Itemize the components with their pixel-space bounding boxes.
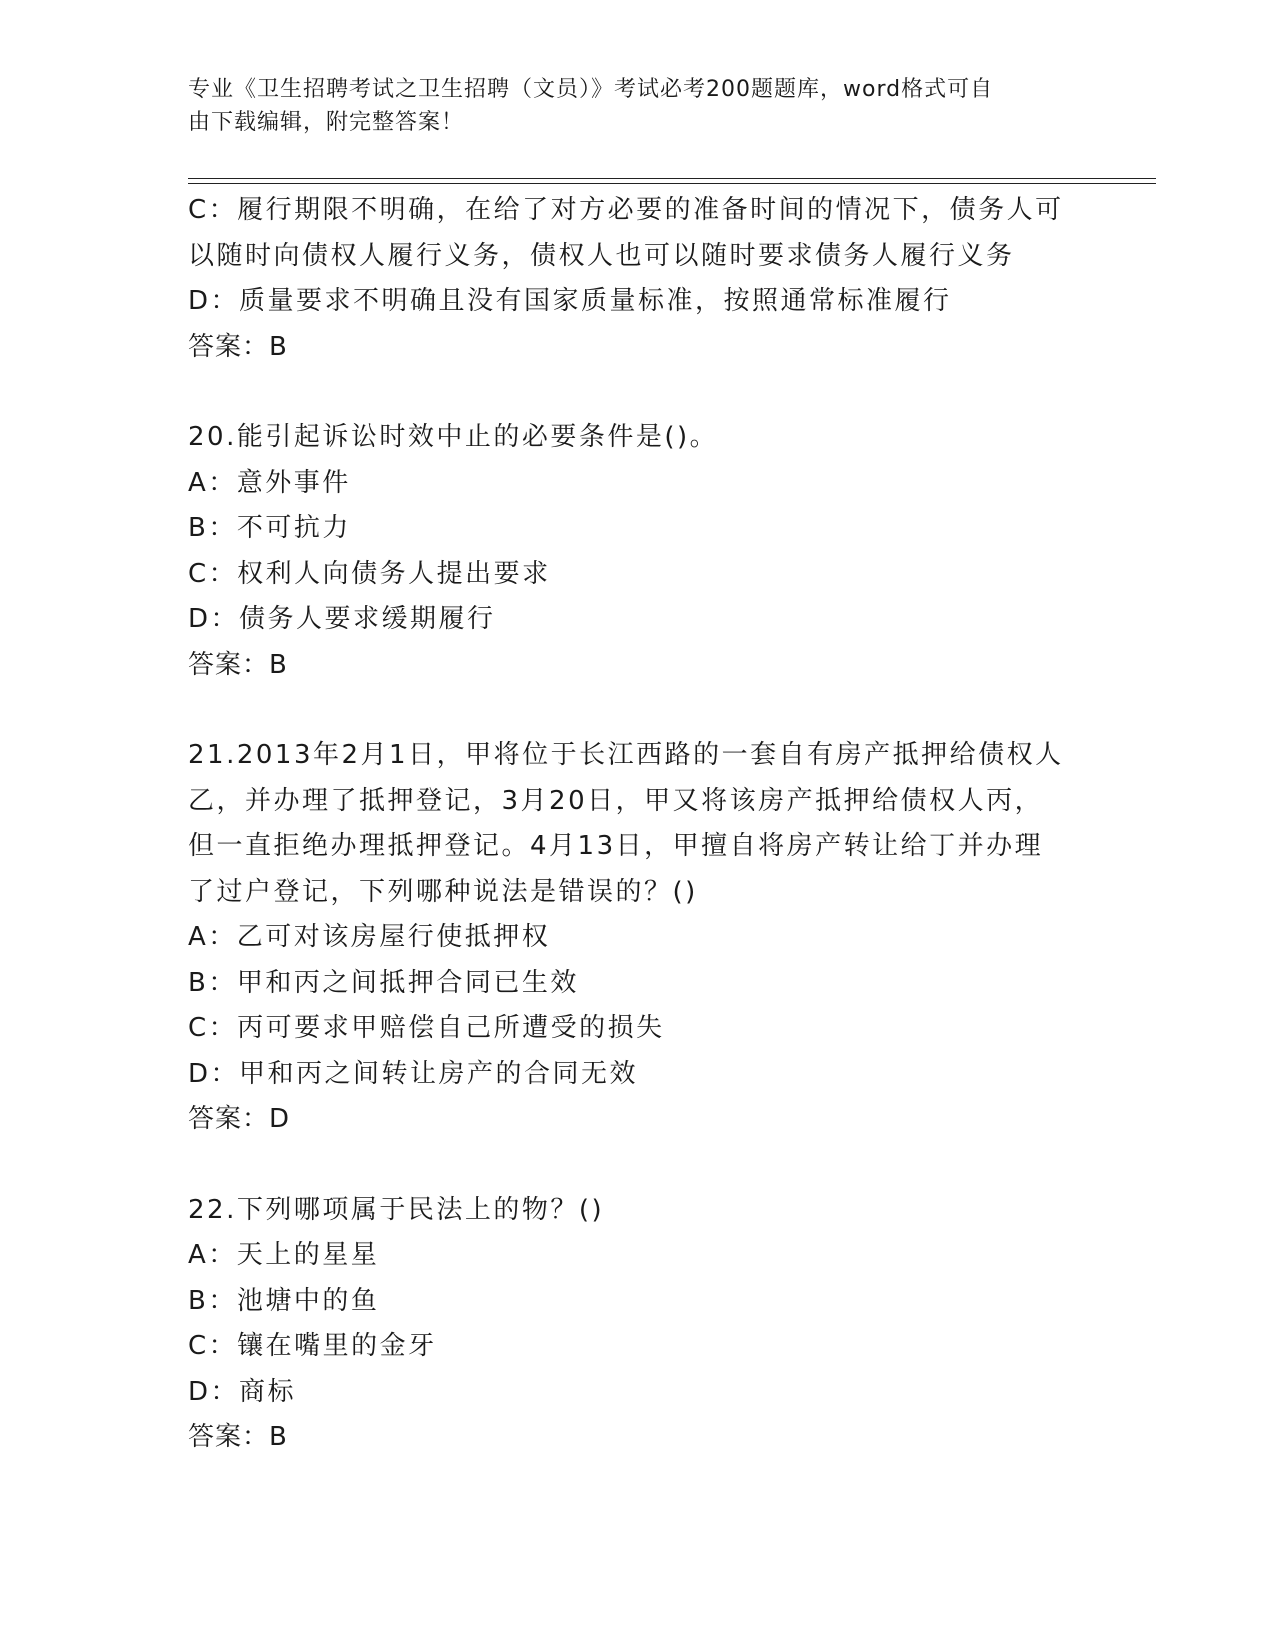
option-a: A：天上的星星	[188, 1240, 380, 1270]
header-divider-bottom	[188, 183, 1156, 184]
question-stem-line-4: 了过户登记，下列哪种说法是错误的？()	[188, 876, 698, 907]
answer: 答案：D	[188, 1104, 291, 1134]
question-19-continued	[188, 188, 1118, 370]
option-d: D：质量要求不明确且没有国家质量标准，按照通常标准履行	[188, 286, 952, 316]
option-b: B：不可抗力	[188, 513, 351, 543]
header-line-2: 由下载编辑，附完整答案！	[188, 110, 465, 135]
header-line-1: 专业《卫生招聘考试之卫生招聘（文员）》考试必考200题题库，word格式可自	[188, 77, 994, 102]
answer: 答案：B	[188, 649, 288, 680]
question-stem-line-2: 乙，并办理了抵押登记，3月20日，甲又将该房产抵押给债权人丙，	[188, 785, 1044, 816]
spacer	[188, 370, 1118, 415]
option-c-line-2: 以随时向债权人履行义务，债权人也可以随时要求债务人履行义务	[188, 240, 1015, 271]
option-b: B：甲和丙之间抵押合同已生效	[188, 967, 579, 998]
option-c: C：丙可要求甲赔偿自己所遭受的损失	[188, 1013, 665, 1043]
question-stem: 22.下列哪项属于民法上的物？()	[188, 1194, 605, 1225]
option-a: A：乙可对该房屋行使抵押权	[188, 922, 551, 952]
document-header	[188, 73, 1068, 139]
question-stem-line-3: 但一直拒绝办理抵押登记。4月13日，甲擅自将房产转让给丁并办理	[188, 831, 1044, 861]
question-list	[188, 188, 1118, 1461]
question-22	[188, 1188, 1118, 1461]
option-b: B：池塘中的鱼	[188, 1285, 380, 1316]
question-21	[188, 733, 1118, 1143]
option-c: C：镶在嘴里的金牙	[188, 1331, 437, 1361]
answer: 答案：B	[188, 1422, 288, 1452]
question-20	[188, 415, 1118, 688]
option-c: C：权利人向债务人提出要求	[188, 558, 551, 589]
option-d: D：甲和丙之间转让房产的合同无效	[188, 1058, 639, 1089]
spacer	[188, 688, 1118, 733]
header-divider-top	[188, 178, 1156, 179]
spacer	[188, 1143, 1118, 1188]
option-a: A：意外事件	[188, 467, 351, 498]
option-d: D：债务人要求缓期履行	[188, 604, 496, 634]
option-c-line-1: C：履行期限不明确，在给了对方必要的准备时间的情况下，债务人可	[188, 195, 1064, 225]
question-stem: 20.能引起诉讼时效中止的必要条件是()。	[188, 422, 719, 452]
question-stem-line-1: 21.2013年2月1日，甲将位于长江西路的一套自有房产抵押给债权人	[188, 740, 1064, 770]
answer: 答案：B	[188, 331, 288, 362]
option-d: D：商标	[188, 1376, 297, 1407]
